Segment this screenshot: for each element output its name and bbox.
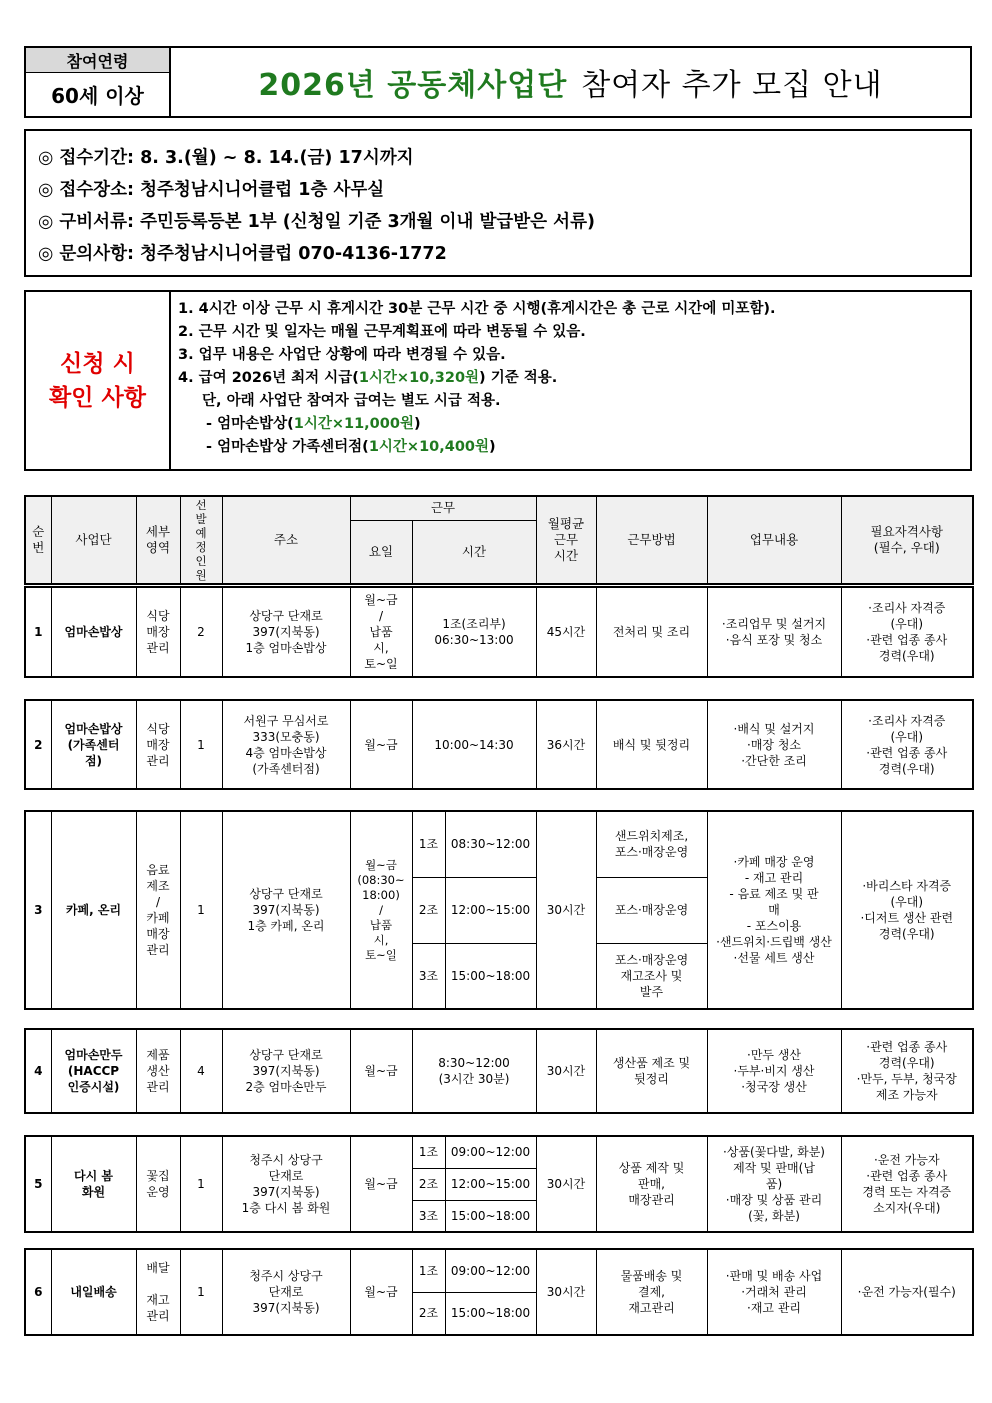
business-name: 엄마손밥상 (가족센터 점) [51, 700, 136, 789]
shift-group: 3조 [412, 943, 445, 1009]
notice-item-4-pre: 4. 급여 2026년 최저 시급( [178, 370, 359, 386]
work-days: 월~금 [350, 700, 412, 789]
work-area: 꽃집 운영 [136, 1136, 180, 1232]
work-area: 제품 생산 관리 [136, 1029, 180, 1113]
work-time: 1조(조리부) 06:30~13:00 [412, 587, 536, 677]
notice-item-6 [178, 413, 970, 436]
header-biz: 사업단 [51, 496, 136, 584]
duty: ·판매 및 배송 사업 ·거래처 관리 ·재고 관리 [707, 1249, 841, 1335]
notice-item-7-pre: - 엄마손밥상 가족센터점( [206, 439, 369, 455]
row-number: 1 [25, 587, 51, 677]
work-area: 배달 재고 관리 [136, 1249, 180, 1335]
table-row [24, 586, 974, 678]
headcount: 1 [180, 1249, 222, 1335]
age-label: 참여연령 [26, 48, 169, 73]
notice-heading-line2: 확인 사항 [49, 384, 146, 411]
notice-item-7-wage: 1시간×10,400원 [368, 439, 490, 455]
duty: ·조리업무 및 설거지 ·음식 포장 및 청소 [707, 587, 841, 677]
header-no: 순 번 [25, 496, 51, 584]
work-days: 월~금 [350, 1029, 412, 1113]
shift-time: 15:00~18:00 [445, 1292, 536, 1335]
work-area: 음료 제조 / 카페 매장 관리 [136, 811, 180, 1009]
address: 상당구 단재로 397(지북동) 2층 엄마손만두 [222, 1029, 350, 1113]
duty: ·배식 및 설거지 ·매장 청소 ·간단한 조리 [707, 700, 841, 789]
notice-item-6-pre: - 엄마손밥상( [206, 416, 294, 432]
info-place: ◎ 접수장소: 청주청남시니어클럽 1층 사무실 [38, 180, 385, 200]
monthly-hours: 36시간 [536, 700, 596, 789]
monthly-hours: 30시간 [536, 1029, 596, 1113]
header-work: 근무 [350, 496, 536, 520]
shift-time: 15:00~18:00 [445, 1200, 536, 1232]
row-number: 5 [25, 1136, 51, 1232]
work-time: 8:30~12:00 (3시간 30분) [412, 1029, 536, 1113]
work-days: 월~금 / 납품 시, 토~일 [350, 587, 412, 677]
monthly-hours: 30시간 [536, 1136, 596, 1232]
title-highlight: 2026년 공동체사업단 [258, 68, 568, 103]
row-number: 4 [25, 1029, 51, 1113]
monthly-hours: 30시간 [536, 811, 596, 1009]
shift-method: 포스·매장운영 재고조사 및 발주 [596, 943, 707, 1009]
notice-heading-line1: 신청 시 [60, 350, 135, 377]
age-box [26, 48, 171, 116]
shift-group: 2조 [412, 1168, 445, 1200]
work-method: 배식 및 뒷정리 [596, 700, 707, 789]
header-count: 선 발 예 정 인 원 [180, 496, 222, 584]
shift-group: 1조 [412, 1249, 445, 1292]
info-contact: ◎ 문의사항: 청주청남시니어클럽 070-4136-1772 [38, 244, 447, 264]
shift-group: 3조 [412, 1200, 445, 1232]
qualification: ·관련 업종 종사 경력(우대) ·만두, 두부, 청국장 제조 가능자 [841, 1029, 973, 1113]
address: 서원구 무심서로 333(모충동) 4층 엄마손밥상 (가족센터점) [222, 700, 350, 789]
header-box [24, 46, 972, 118]
info-box [24, 129, 972, 277]
headcount: 2 [180, 587, 222, 677]
notice-box [24, 290, 972, 471]
notice-item-1: 1. 4시간 이상 근무 시 휴게시간 30분 근무 시간 중 시행(휴게시간은 총 근로 시간에 미포함). [178, 301, 776, 317]
work-area: 식당 매장 관리 [136, 587, 180, 677]
notice-item-7-post: ) [489, 439, 496, 455]
qualification: ·운전 가능자(필수) [841, 1249, 973, 1335]
work-time: 10:00~14:30 [412, 700, 536, 789]
notice-item-5: 단, 아래 사업단 참여자 급여는 별도 시급 적용. [202, 393, 501, 409]
work-days: 월~금 [350, 1136, 412, 1232]
table-row [24, 699, 974, 790]
notice-item-7 [178, 436, 970, 459]
shift-group: 2조 [412, 877, 445, 943]
headcount: 1 [180, 1136, 222, 1232]
notice-item-6-wage: 1시간×11,000원 [293, 416, 414, 432]
qualification: ·조리사 자격증 (우대) ·관련 업종 종사 경력(우대) [841, 700, 973, 789]
shift-method: 포스·매장운영 [596, 877, 707, 943]
work-method: 전처리 및 조리 [596, 587, 707, 677]
header-method: 근무방법 [596, 496, 707, 584]
header-day: 요일 [350, 520, 412, 584]
work-area: 식당 매장 관리 [136, 700, 180, 789]
shift-time: 09:00~12:00 [445, 1136, 536, 1168]
table-header [24, 495, 974, 585]
qualification: ·바리스타 자격증 (우대) ·디저트 생산 관련 경력(우대) [841, 811, 973, 1009]
row-number: 3 [25, 811, 51, 1009]
business-name: 내일배송 [51, 1249, 136, 1335]
header-area: 세부 영역 [136, 496, 180, 584]
page-title [171, 48, 970, 116]
age-value: 60세 이상 [51, 84, 144, 108]
duty: ·카페 매장 운영 - 재고 관리 - 음료 제조 및 판 매 - 포스이용 ·샌드위치·드립백 생산 ·선물 세트 생산 [707, 811, 841, 1009]
header-qualification: 필요자격사항 (필수, 우대) [841, 496, 973, 584]
notice-item-3: 3. 업무 내용은 사업단 상황에 따라 변경될 수 있음. [178, 347, 506, 363]
business-name: 다시 봄 화원 [51, 1136, 136, 1232]
duty: ·만두 생산 ·두부·비지 생산 ·청국장 생산 [707, 1029, 841, 1113]
shift-time: 08:30~12:00 [445, 811, 536, 877]
notice-item-4-wage: 1시간×10,320원 [358, 370, 480, 386]
address: 청주시 상당구 단재로 397(지북동) 1층 다시 봄 화원 [222, 1136, 350, 1232]
shift-group: 1조 [412, 1136, 445, 1168]
notice-heading [26, 292, 171, 469]
shift-group: 2조 [412, 1292, 445, 1335]
headcount: 4 [180, 1029, 222, 1113]
info-period: ◎ 접수기간: 8. 3.(월) ~ 8. 14.(금) 17시까지 [38, 148, 414, 168]
monthly-hours: 30시간 [536, 1249, 596, 1335]
header-hours: 월평균 근무 시간 [536, 496, 596, 584]
notice-body [171, 292, 970, 469]
work-method: 생산품 제조 및 뒷정리 [596, 1029, 707, 1113]
address: 상당구 단재로 397(지북동) 1층 카페, 온리 [222, 811, 350, 1009]
work-method: 상품 제작 및 판매, 매장관리 [596, 1136, 707, 1232]
table-row [24, 1135, 974, 1233]
table-row [24, 1028, 974, 1114]
shift-time: 12:00~15:00 [445, 1168, 536, 1200]
notice-item-6-post: ) [413, 416, 421, 432]
shift-group: 1조 [412, 811, 445, 877]
header-address: 주소 [222, 496, 350, 584]
header-time: 시간 [412, 520, 536, 584]
info-documents: ◎ 구비서류: 주민등록등본 1부 (신청일 기준 3개월 이내 발급받은 서류) [38, 212, 595, 232]
work-days: 월~금 (08:30~ 18:00) / 납품 시, 토~일 [350, 811, 412, 1009]
qualification: ·조리사 자격증 (우대) ·관련 업종 종사 경력(우대) [841, 587, 973, 677]
table-row [24, 1248, 974, 1336]
notice-item-4 [178, 367, 970, 390]
notice-item-2: 2. 근무 시간 및 일자는 매월 근무계획표에 따라 변동될 수 있음. [178, 324, 586, 340]
headcount: 1 [180, 700, 222, 789]
shift-time: 12:00~15:00 [445, 877, 536, 943]
row-number: 2 [25, 700, 51, 789]
work-method: 물품배송 및 결제, 재고관리 [596, 1249, 707, 1335]
business-name: 엄마손만두 (HACCP 인증시설) [51, 1029, 136, 1113]
monthly-hours: 45시간 [536, 587, 596, 677]
table-row [24, 810, 974, 1010]
title-rest: 참여자 추가 모집 안내 [581, 68, 883, 103]
business-name: 카페, 온리 [51, 811, 136, 1009]
duty: ·상품(꽃다발, 화분) 제작 및 판매(납 품) ·매장 및 상품 관리 (꽃, 화분) [707, 1136, 841, 1232]
shift-time: 09:00~12:00 [445, 1249, 536, 1292]
business-name: 엄마손밥상 [51, 587, 136, 677]
header-duty: 업무내용 [707, 496, 841, 584]
shift-time: 15:00~18:00 [445, 943, 536, 1009]
notice-item-4-post: ) 기준 적용. [479, 370, 558, 386]
work-days: 월~금 [350, 1249, 412, 1335]
address: 상당구 단재로 397(지북동) 1층 엄마손밥상 [222, 587, 350, 677]
row-number: 6 [25, 1249, 51, 1335]
shift-method: 샌드위치제조, 포스·매장운영 [596, 811, 707, 877]
address: 청주시 상당구 단재로 397(지북동) [222, 1249, 350, 1335]
qualification: ·운전 가능자 ·관련 업종 종사 경력 또는 자격증 소지자(우대) [841, 1136, 973, 1232]
headcount: 1 [180, 811, 222, 1009]
